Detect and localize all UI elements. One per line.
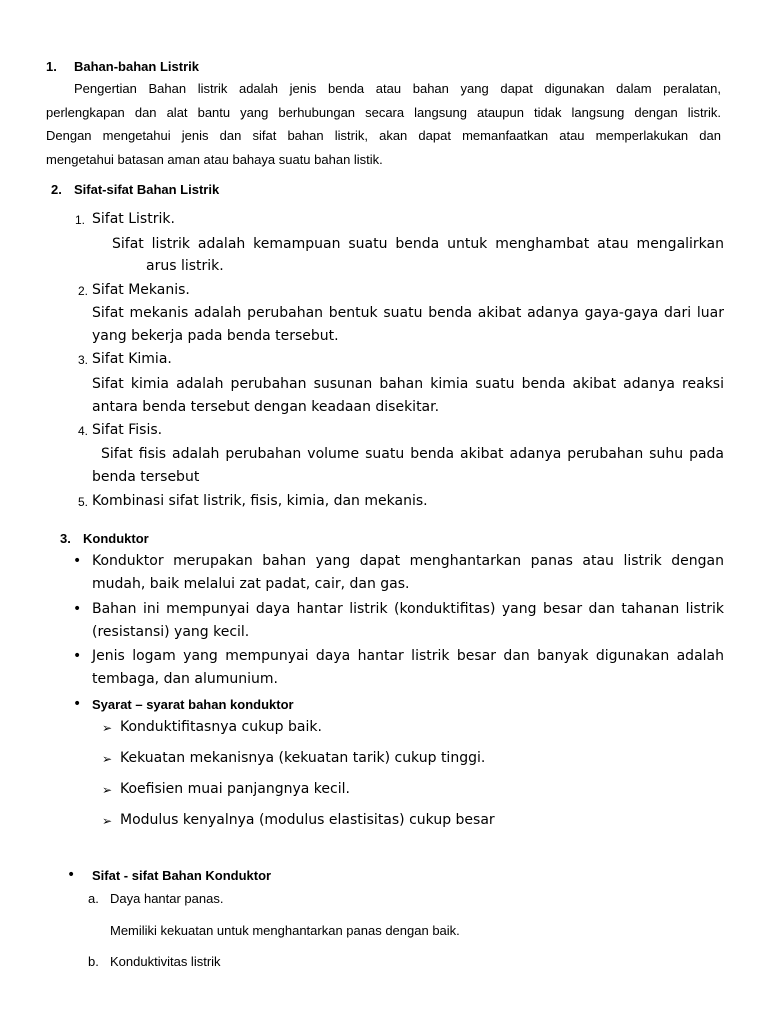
list-item-number: 5.: [78, 495, 89, 509]
list-item-title: Kombinasi sifat listrik, fisis, kimia, dan mekanis.: [92, 493, 428, 509]
sifat-item-title: Konduktivitas listrik: [110, 954, 221, 969]
list-item-number: 1.: [75, 213, 86, 227]
section-1-title: Bahan-bahan Listrik: [74, 59, 199, 74]
bullet-text: Jenis logam yang mempunyai daya hantar listrik besar dan banyak digunakan adalah: [92, 648, 724, 664]
bullet-text: Konduktor merupakan bahan yang dapat menghantarkan panas atau listrik dengan: [92, 553, 724, 569]
sifat-item-title: Daya hantar panas.: [110, 891, 224, 906]
syarat-item: Konduktifitasnya cukup baik.: [120, 719, 322, 735]
section-1-para-line: mengetahui batasan aman atau bahaya suatu bahan listik.: [46, 152, 383, 167]
list-item-text: benda tersebut: [92, 469, 200, 485]
list-item-text: Sifat fisis adalah perubahan volume suatu benda akibat adanya perubahan suhu pada: [101, 446, 724, 462]
bullet-icon: •: [67, 867, 76, 883]
list-item-text: Sifat mekanis adalah perubahan bentuk suatu benda akibat adanya gaya-gaya dari luar: [92, 305, 724, 321]
section-1-para-line: Dengan mengetahui jenis dan sifat bahan listrik, akan dapat memanfaatkan atau memperlakukan dan: [46, 128, 721, 143]
list-item-text: Sifat listrik adalah kemampuan suatu benda untuk menghambat atau mengalirkan: [112, 236, 724, 252]
section-2-title: Sifat-sifat Bahan Listrik: [74, 182, 220, 197]
bullet-icon: •: [73, 648, 82, 664]
bullet-icon: •: [73, 553, 82, 569]
bullet-icon: •: [73, 601, 82, 617]
syarat-item: Koefisien muai panjangnya kecil.: [120, 781, 350, 797]
list-item-title: Sifat Fisis.: [92, 422, 163, 438]
list-item-title: Sifat Mekanis.: [92, 282, 190, 298]
arrow-bullet-icon: ➢: [102, 814, 113, 828]
section-3-title: Konduktor: [83, 531, 149, 546]
syarat-item: Kekuatan mekanisnya (kekuatan tarik) cukup tinggi.: [120, 750, 486, 766]
list-item-title: Sifat Listrik.: [92, 211, 175, 227]
list-item-text: arus listrik.: [146, 258, 224, 274]
sifat-item-letter: a.: [88, 891, 99, 906]
list-item-text: antara benda tersebut dengan keadaan disekitar.: [92, 399, 440, 415]
list-item-text: yang bekerja pada benda tersebut.: [92, 328, 339, 344]
arrow-bullet-icon: ➢: [102, 752, 113, 766]
list-item-number: 3.: [78, 353, 89, 367]
section-1-para-line: Pengertian Bahan listrik adalah jenis benda atau bahan yang dapat digunakan dalam peralatan,: [74, 81, 721, 96]
bullet-icon: •: [73, 696, 82, 712]
sifat-title: Sifat - sifat Bahan Konduktor: [92, 868, 272, 883]
list-item-number: 4.: [78, 424, 89, 438]
section-1-number: 1.: [46, 59, 57, 74]
syarat-title: Syarat – syarat bahan konduktor: [92, 697, 294, 712]
bullet-text: tembaga, dan alumunium.: [92, 671, 278, 687]
section-3-number: 3.: [60, 531, 71, 546]
list-item-text: Sifat kimia adalah perubahan susunan bahan kimia suatu benda akibat adanya reaksi: [92, 376, 724, 392]
bullet-text: mudah, baik melalui zat padat, cair, dan gas.: [92, 576, 410, 592]
bullet-text: (resistansi) yang kecil.: [92, 624, 250, 640]
syarat-item: Modulus kenyalnya (modulus elastisitas) cukup besar: [120, 812, 495, 828]
sifat-item-letter: b.: [88, 954, 99, 969]
arrow-bullet-icon: ➢: [102, 783, 113, 797]
list-item-title: Sifat Kimia.: [92, 351, 172, 367]
arrow-bullet-icon: ➢: [102, 721, 113, 735]
sifat-item-desc: Memiliki kekuatan untuk menghantarkan panas dengan baik.: [110, 923, 460, 938]
bullet-text: Bahan ini mempunyai daya hantar listrik (konduktifitas) yang besar dan tahanan listrik: [92, 601, 724, 617]
section-2-number: 2.: [51, 182, 62, 197]
list-item-number: 2.: [78, 284, 89, 298]
section-1-para-line: perlengkapan dan alat bantu yang berhubungan secara langsung ataupun tidak langsung dengan listrik.: [46, 105, 721, 120]
